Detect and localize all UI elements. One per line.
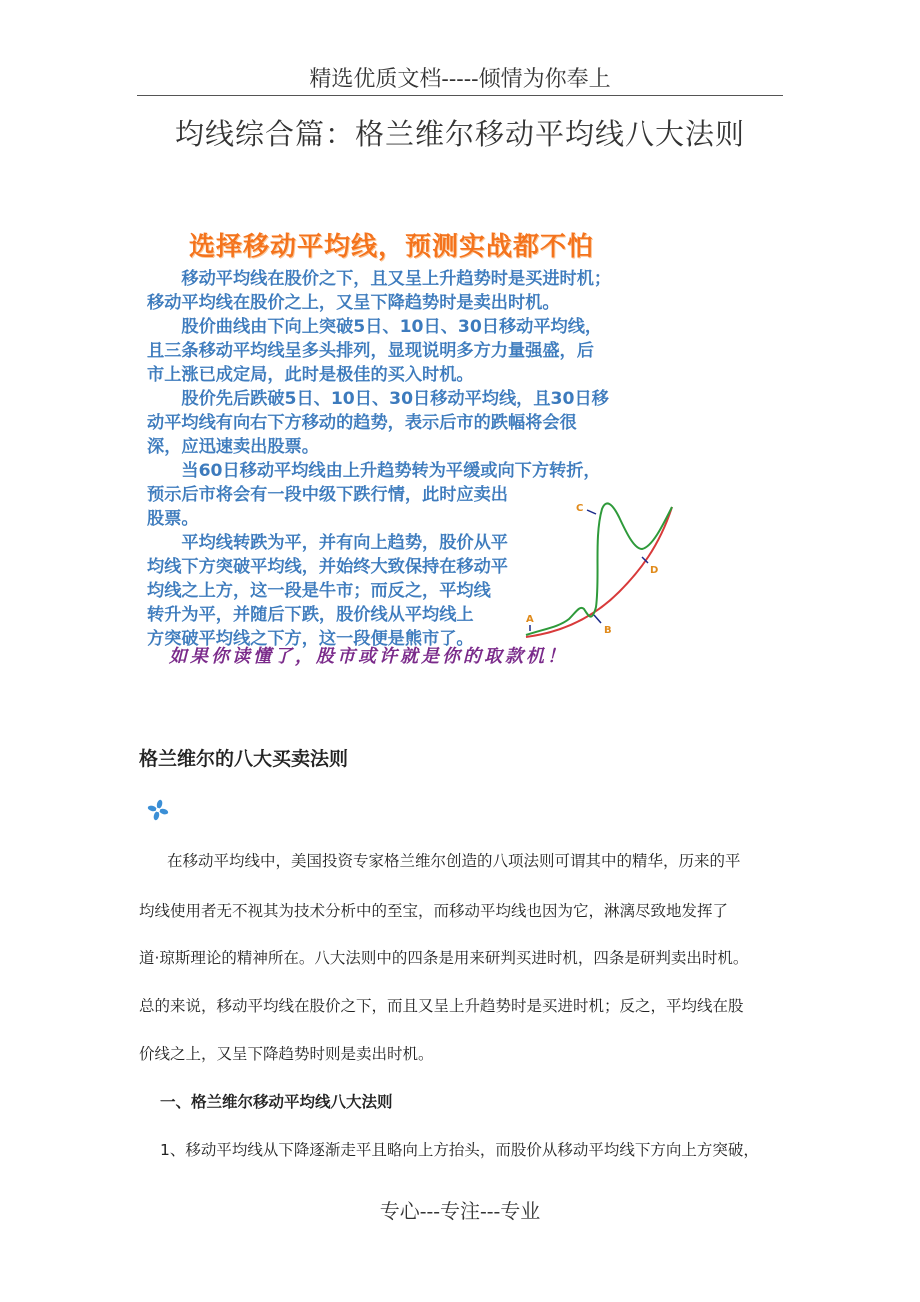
image-text-line: 移动平均线在股价之上，又呈下降趋势时是卖出时机。 <box>147 293 560 313</box>
section-title: 格兰维尔的八大买卖法则 <box>139 748 349 770</box>
document-title: 均线综合篇：格兰维尔移动平均线八大法则 <box>174 117 745 151</box>
header-divider <box>137 95 783 96</box>
image-text-line: 移动平均线在股价之下，且又呈上升趋势时是买进时机； <box>147 269 612 289</box>
paragraph-line: 价线之上，又呈下降趋势时则是卖出时机。 <box>139 1045 434 1063</box>
paragraph-line: 道·琼斯理论的精神所在。八大法则中的四条是用来研判买进时机，四条是研判卖出时机。 <box>139 949 749 967</box>
image-text-line: 股价先后跌破5日、10日、30日移动平均线，且30日移 <box>147 389 609 409</box>
image-text-line: 方突破平均线之下方，这一段便是熊市了。 <box>147 629 474 649</box>
image-footer: 如果你读懂了，股市或许就是你的取款机！ <box>169 646 568 667</box>
label-d: D <box>650 565 659 576</box>
image-text-line: 均线下方突破平均线，并始终大致保持在移动平 <box>147 557 508 577</box>
image-text-line: 转升为平，并随后下跌，股价线从平均线上 <box>147 605 474 625</box>
image-text-line: 股票。 <box>147 509 199 529</box>
page-footer: 专心---专注---专业 <box>379 1199 541 1223</box>
paragraph-line: 总的来说，移动平均线在股价之下，而且又呈上升趋势时是买进时机；反之，平均线在股 <box>139 997 744 1015</box>
label-b: B <box>604 625 612 636</box>
image-text-line: 深，应迅速卖出股票。 <box>147 437 319 457</box>
arrow-b <box>594 615 601 623</box>
image-text-line: 预示后市将会有一段中级下跌行情，此时应卖出 <box>147 485 508 505</box>
image-text-line: 平均线转跌为平，并有向上趋势，股价从平 <box>147 533 508 553</box>
paragraph-line: 在移动平均线中，美国投资专家格兰维尔创造的八项法则可谓其中的精华，历来的平 <box>167 852 741 870</box>
image-text-line: 市上涨已成定局，此时是极佳的买入时机。 <box>147 365 474 385</box>
label-a: A <box>526 614 534 625</box>
article-image <box>139 222 679 678</box>
image-text-line: 股价曲线由下向上突破5日、10日、30日移动平均线， <box>147 317 603 337</box>
image-text-line: 当60日移动平均线由上升趋势转为平缓或向下方转折， <box>147 461 601 481</box>
image-text-line: 均线之上方，这一段是牛市；而反之，平均线 <box>147 581 491 601</box>
subheading: 一、格兰维尔移动平均线八大法则 <box>160 1093 393 1111</box>
rule-1-text: 1、移动平均线从下降逐渐走平且略向上方抬头，而股价从移动平均线下方向上方突破， <box>160 1141 759 1159</box>
image-text-line: 动平均线有向右下方移动的趋势，表示后市的跌幅将会很 <box>147 413 577 433</box>
label-c: C <box>576 503 584 514</box>
pinwheel-icon <box>146 798 170 822</box>
price-ma-sketch <box>524 497 674 642</box>
arrow-c <box>587 510 596 514</box>
image-text-line: 且三条移动平均线呈多头排列，显现说明多方力量强盛，后 <box>147 341 594 361</box>
paragraph-line: 均线使用者无不视其为技术分析中的至宝，而移动平均线也因为它，淋漓尽致地发挥了 <box>139 902 729 920</box>
image-headline: 选择移动平均线，预测实战都不怕 <box>189 232 595 262</box>
page-header: 精选优质文档-----倾情为你奉上 <box>309 67 611 92</box>
